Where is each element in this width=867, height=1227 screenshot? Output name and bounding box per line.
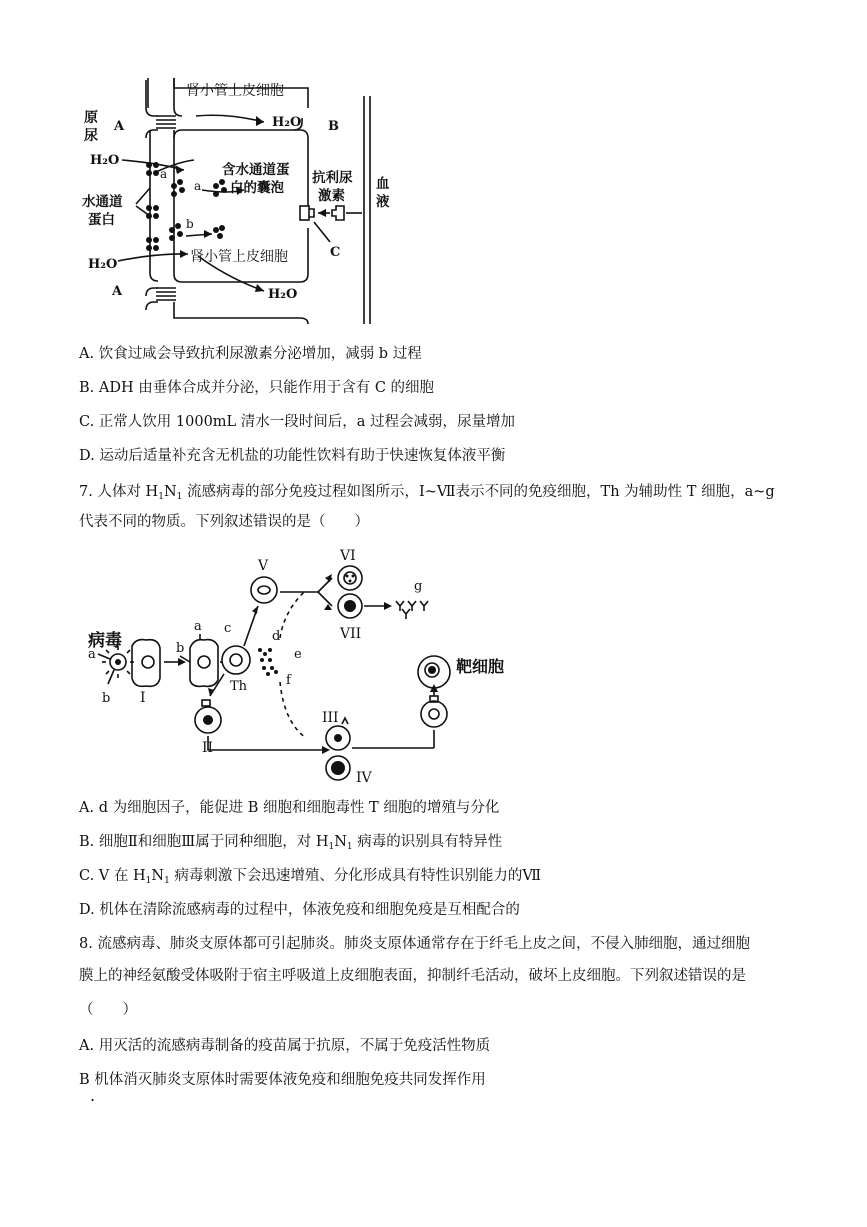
stray-mark: .: [90, 1086, 96, 1105]
fig2-label-III: III: [322, 710, 339, 726]
q7-option-a: A. d 为细胞因子，能促进 B 细胞和细胞毒性 T 细胞的增殖与分化: [79, 800, 500, 816]
fig1-label-adh-2: 激素: [318, 188, 345, 204]
fig1-label-h2o-out-bottom: H₂O: [268, 287, 298, 302]
fig1-label-top-cell: 肾小管上皮细胞: [186, 83, 284, 99]
q6-option-c: C. 正常人饮用 1000mL 清水一段时间后，a 过程会减弱，尿量增加: [79, 414, 516, 430]
fig1-label-yuan: 原: [84, 110, 98, 126]
fig2-label-d: d: [272, 629, 281, 644]
fig1-label-blood-2: 液: [376, 194, 390, 210]
fig2-label-f: f: [286, 673, 291, 688]
fig1-label-C: C: [330, 245, 341, 260]
fig2-label-I: I: [140, 690, 146, 706]
q8-stem-line3: （ ）: [79, 1002, 137, 1018]
fig1-label-h2o-in-top: H₂O: [90, 153, 120, 168]
fig1-label-a2: a: [194, 179, 202, 193]
q7-stem-line2: 代表不同的物质。下列叙述错误的是（ ）: [79, 514, 369, 530]
fig1-label-vesicle-1: 含水通道蛋: [222, 162, 290, 178]
fig2-label-b1: b: [102, 691, 111, 706]
q8-stem-line2: 膜上的神经氨酸受体吸附于宿主呼吸道上皮细胞表面，抑制纤毛活动，破坏上皮细胞。下列叙述错误的是: [79, 968, 746, 984]
fig1-label-A-top: A: [114, 119, 125, 134]
fig1-label-adh-1: 抗利尿: [312, 170, 353, 186]
fig2-label-V: V: [258, 558, 269, 574]
q6-option-b: B. ADH 由垂体合成并分泌，只能作用于含有 C 的细胞: [79, 380, 435, 396]
fig1-label-niao: 尿: [84, 128, 98, 144]
fig2-label-II: II: [202, 740, 214, 756]
fig1-label-B: B: [328, 119, 339, 134]
fig1-label-A-bottom: A: [112, 284, 123, 299]
fig2-label-th: Th: [230, 679, 248, 694]
fig2-label-VI: VI: [340, 548, 356, 564]
fig1-label-h2o-in-bottom: H₂O: [88, 257, 118, 272]
fig2-label-b2: b: [176, 641, 185, 656]
q7-option-d: D. 机体在清除流感病毒的过程中，体液免疫和细胞免疫是互相配合的: [79, 902, 520, 918]
fig1-label-vesicle-2: 白的囊泡: [230, 180, 284, 196]
q7-option-b: B. 细胞Ⅱ和细胞Ⅲ属于同种细胞，对 $H_1N_1$ 病毒的识别具有特异性: [79, 834, 503, 852]
fig1-label-h2o-out-top: H₂O: [272, 115, 302, 130]
fig2-label-e: e: [294, 647, 302, 662]
fig2-label-IV: IV: [356, 770, 372, 786]
immune-process-figure: [84, 542, 524, 786]
fig1-label-channel-2: 蛋白: [88, 212, 115, 228]
fig2-label-target: 靶细胞: [456, 657, 505, 676]
fig1-label-blood-1: 血: [376, 176, 390, 192]
q8-option-a: A. 用灭活的流感病毒制备的疫苗属于抗原，不属于免疫活性物质: [79, 1038, 491, 1054]
q8-stem-line1: 8. 流感病毒、肺炎支原体都可引起肺炎。肺炎支原体通常存在于纤毛上皮之间，不侵入肺细胞，通过细胞: [79, 936, 750, 952]
fig2-label-c: c: [224, 621, 232, 636]
fig2-label-g: g: [414, 579, 423, 594]
fig1-label-channel-1: 水通道: [82, 194, 123, 210]
q6-option-d: D. 运动后适量补充含无机盐的功能性饮料有助于快速恢复体液平衡: [79, 448, 506, 464]
fig1-label-bottom-cell: 肾小管上皮细胞: [190, 249, 288, 265]
fig2-label-VII: VII: [340, 626, 362, 642]
fig1-label-a1: a: [160, 167, 168, 181]
fig1-label-b1: b: [186, 217, 194, 231]
kidney-tubule-figure: [78, 78, 408, 324]
fig2-label-a1: a: [88, 647, 96, 662]
q7-option-c: C. V 在 $H_1N_1$ 病毒刺激下会迅速增殖、分化形成具有特性识别能力的Ⅶ: [79, 868, 542, 886]
fig2-label-virus: 病毒: [88, 631, 122, 651]
q6-option-a: A. 饮食过咸会导致抗利尿激素分泌增加，减弱 b 过程: [79, 346, 422, 362]
q7-stem-line1: 7. 人体对 $H_1N_1$ 流感病毒的部分免疫过程如图所示，Ⅰ~Ⅶ表示不同的免疫细胞，Th 为辅助性 T 细胞，a~g: [79, 484, 775, 502]
fig2-label-a2: a: [194, 619, 202, 634]
q8-option-b: B 机体消灭肺炎支原体时需要体液免疫和细胞免疫共同发挥作用: [79, 1072, 486, 1088]
